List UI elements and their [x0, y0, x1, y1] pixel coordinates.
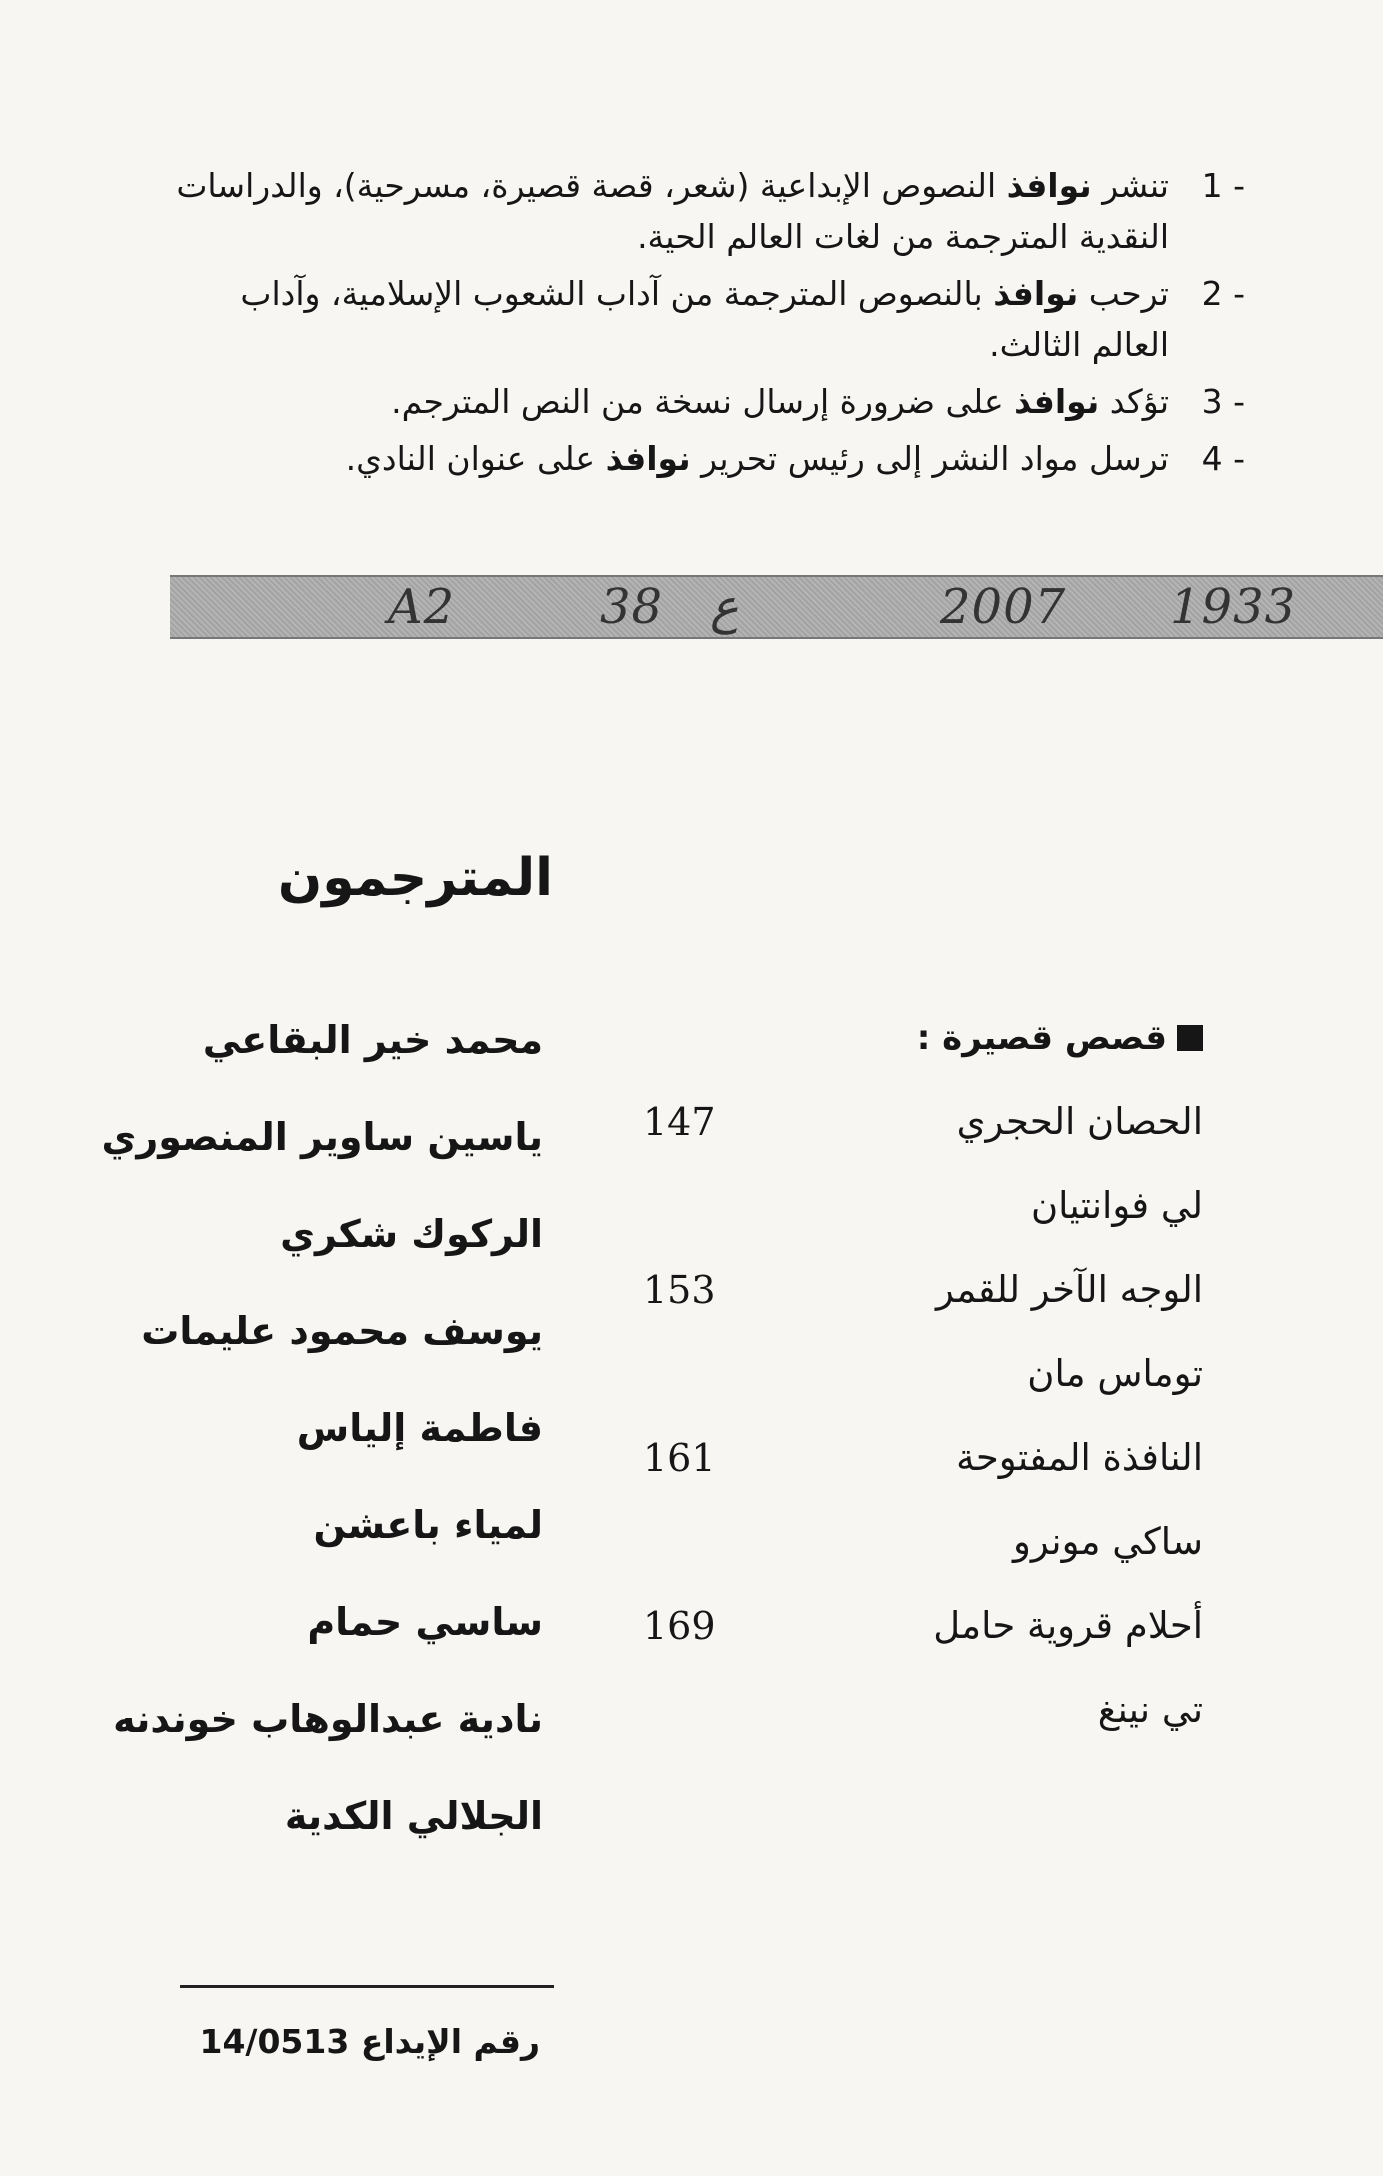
rule-text: بالنصوص المترجمة من آداب الشعوب الإسلامية، وآداب العالم الثالث. [240, 274, 1169, 364]
translators-list [102, 1010, 544, 1883]
story-title: أحلام قروية حامل [933, 1604, 1203, 1647]
handwritten-letter: ع [710, 579, 739, 635]
rule-1 [160, 160, 1245, 262]
story-title: الحصان الحجري [956, 1100, 1203, 1143]
rule-number: 3 - [1201, 382, 1245, 421]
rule-text: على ضرورة إرسال نسخة من النص المترجم. [391, 382, 1004, 421]
deposit-label: رقم الإيداع [360, 2022, 540, 2061]
story-entry [643, 1096, 1203, 1232]
translator-name: لمياء باعشن [313, 1503, 543, 1547]
handwritten-code: A2 [388, 579, 456, 635]
short-stories-contents [643, 1014, 1203, 1768]
story-author: لي فوانتيان [1030, 1184, 1203, 1227]
rule-number: 2 - [1201, 274, 1245, 313]
rule-text: ترسل مواد النشر إلى رئيس تحرير [701, 439, 1169, 478]
story-author: ساكي مونرو [1012, 1520, 1203, 1563]
translator-name: الجلالي الكدية [284, 1794, 543, 1838]
translator-name: فاطمة إلياس [296, 1406, 543, 1450]
publication-rules [160, 160, 1245, 490]
rule-number: 1 - [1201, 166, 1245, 205]
translators-heading: المترجمون [277, 848, 553, 908]
magazine-name: نوافذ [1014, 382, 1100, 421]
translator-name: الركوك شكري [280, 1212, 543, 1256]
story-author: توماس مان [1027, 1352, 1203, 1395]
short-stories-heading [643, 1014, 1203, 1062]
rule-text: ترحب [1088, 274, 1169, 313]
square-bullet-icon [1177, 1025, 1203, 1051]
story-page-number: 169 [643, 1604, 716, 1648]
translator-name: ساسي حمام [307, 1600, 543, 1644]
story-entry [643, 1264, 1203, 1400]
deposit-value: 14/0513 [199, 2022, 350, 2061]
translator-name: يوسف محمود عليمات [141, 1309, 543, 1353]
section-label: قصص قصيرة : [916, 1018, 1167, 1058]
deposit-number [180, 2022, 540, 2061]
handwritten-catalog-bar [170, 575, 1383, 639]
rule-2 [160, 268, 1245, 370]
footer-divider [180, 1985, 554, 1988]
story-entry [643, 1600, 1203, 1736]
story-title: النافذة المفتوحة [956, 1436, 1203, 1479]
story-page-number: 153 [643, 1268, 716, 1312]
rule-number: 4 - [1201, 439, 1245, 478]
translator-name: نادية عبدالوهاب خوندنه [113, 1697, 543, 1741]
rule-text: تؤكد [1109, 382, 1169, 421]
rule-text: تنشر [1102, 166, 1169, 205]
story-page-number: 161 [643, 1436, 716, 1480]
handwritten-year: 2007 [940, 579, 1067, 635]
rule-3 [160, 376, 1245, 427]
rule-text: النصوص الإبداعية (شعر، قصة قصيرة، مسرحية)، والدراسات النقدية المترجمة من لغات العالم الحية. [176, 166, 1169, 256]
story-author: تي نينغ [1097, 1688, 1203, 1731]
story-entry [643, 1432, 1203, 1568]
translator-name: ياسين ساوير المنصوري [101, 1115, 543, 1159]
magazine-name: نوافذ [605, 439, 691, 478]
magazine-name: نوافذ [993, 274, 1079, 313]
handwritten-number: 1933 [1170, 579, 1297, 635]
story-title: الوجه الآخر للقمر [935, 1268, 1203, 1311]
handwritten-issue: 38 [600, 579, 664, 635]
rule-text: على عنوان النادي. [345, 439, 596, 478]
rule-4 [160, 433, 1245, 484]
translator-name: محمد خير البقاعي [202, 1018, 543, 1062]
story-page-number: 147 [643, 1100, 716, 1144]
magazine-name: نوافذ [1006, 166, 1092, 205]
